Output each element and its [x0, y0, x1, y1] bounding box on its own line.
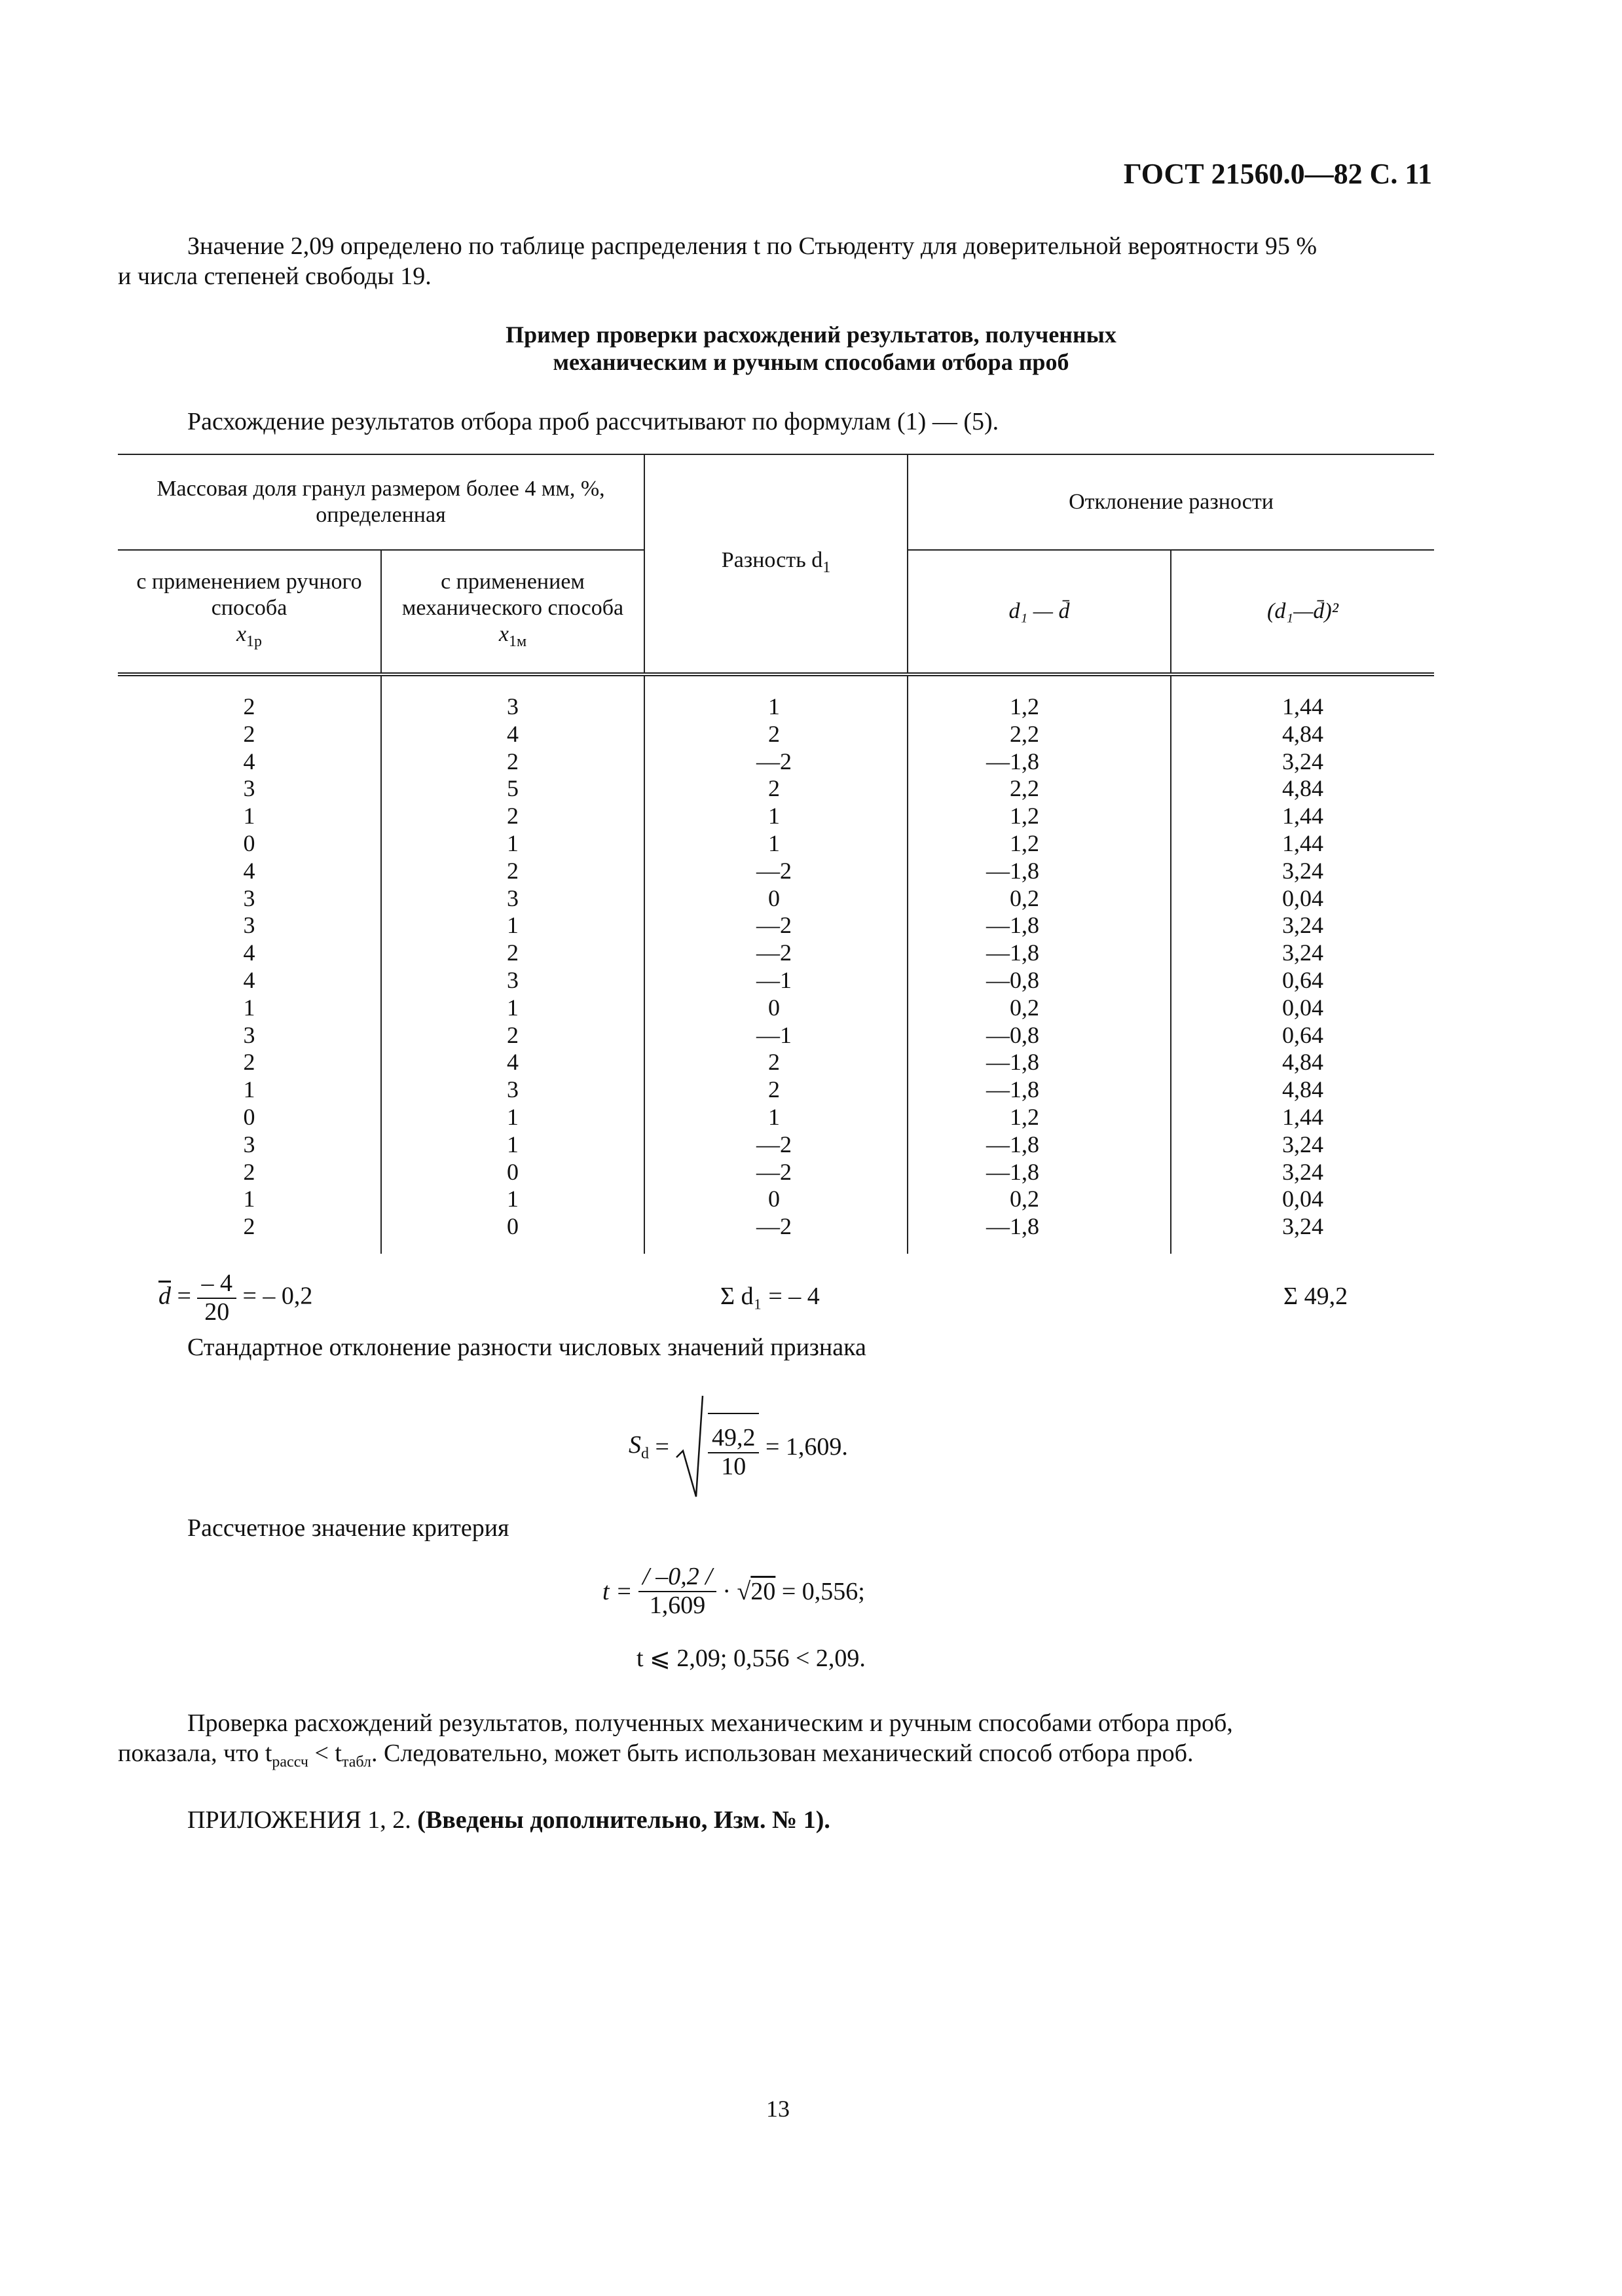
conclusion-part-c: . Следовательно, может быть использован механический способ отбора проб.: [371, 1740, 1194, 1767]
table-cell: 2: [243, 720, 255, 747]
col3-header-sub: 1: [822, 558, 831, 576]
table-cell: 0,04: [1171, 1186, 1434, 1213]
deviation-header: Отклонение разности: [908, 454, 1434, 550]
sum-squares: Σ 49,2: [1283, 1283, 1348, 1310]
col3-header: [644, 454, 908, 674]
table-cell: 2: [644, 1049, 908, 1076]
table-cell: 4: [243, 939, 255, 966]
table-cell: 3,24: [1171, 939, 1434, 967]
col2-symbol-sub: 1м: [508, 632, 527, 650]
table-cell: 4: [243, 966, 255, 993]
table-cell: 1,44: [1171, 674, 1434, 721]
table-cell: 1,2: [908, 803, 1171, 830]
table-cell: 0,64: [1171, 967, 1434, 994]
table-cell: 1,2: [908, 830, 1171, 858]
table-cell: —2: [644, 912, 908, 939]
intro-line-1: Значение 2,09 определено по таблице распределения t по Стьюденту для доверительной вероятности 95 %: [187, 232, 1318, 260]
table-cell: 1,2: [908, 674, 1171, 721]
table-cell: 3,24: [1171, 1213, 1434, 1254]
table-cell: 1: [243, 803, 255, 829]
table-cell: 0,2: [908, 994, 1171, 1022]
table-cell: —1,8: [908, 748, 1171, 776]
table-row: [118, 803, 1434, 830]
table-cell: 1,44: [1171, 803, 1434, 830]
dbar-result: = – 0,2: [242, 1282, 313, 1310]
table-cell: 3: [381, 674, 644, 721]
table-cell: 0: [381, 1159, 644, 1186]
table-cell: 4: [243, 857, 255, 884]
table-cell: —0,8: [908, 967, 1171, 994]
col2-header-text: с применением механического способа: [401, 569, 624, 620]
table-row: [118, 858, 1434, 885]
table-cell: 2: [381, 748, 644, 776]
col1-symbol-sub: 1р: [246, 632, 263, 650]
table-cell: 0,04: [1171, 994, 1434, 1022]
sum-d: Σ d₁ = – 4: [720, 1283, 820, 1310]
table-cell: 3: [243, 1131, 255, 1157]
t-numerator: / –0,2 /: [638, 1563, 716, 1592]
t-table-sub: табл: [341, 1753, 371, 1771]
table-cell: 4: [381, 721, 644, 748]
section-heading-line-2: механическим и ручным способами отбора проб: [553, 349, 1069, 375]
table-cell: 2: [381, 939, 644, 967]
table-cell: 1: [644, 803, 908, 830]
table-cell: 5: [381, 775, 644, 803]
table-cell: 4,84: [1171, 721, 1434, 748]
table-row: [118, 967, 1434, 994]
table-cell: 0: [644, 994, 908, 1022]
table-cell: 3,24: [1171, 858, 1434, 885]
table-cell: 3: [243, 884, 255, 911]
table-cell: 1: [644, 1104, 908, 1131]
std-dev-text: Стандартное отклонение разности числовых значений признака: [187, 1334, 866, 1361]
table-row: [118, 1104, 1434, 1131]
table-row: [118, 1076, 1434, 1104]
col1-symbol: x: [236, 621, 247, 646]
radical-sign-icon: [675, 1394, 704, 1499]
table-cell: 1: [644, 830, 908, 858]
table-cell: 2: [644, 775, 908, 803]
col2-header: [381, 550, 644, 674]
table-cell: 1: [644, 674, 908, 721]
table-cell: 3: [243, 775, 255, 802]
conclusion-line-1: Проверка расхождений результатов, полученных механическим и ручным способами отбора проб,: [187, 1709, 1233, 1737]
table-cell: —1,8: [908, 912, 1171, 939]
dbar-fraction: [197, 1270, 236, 1326]
conclusion-line-2: [118, 1738, 1194, 1778]
table-cell: —2: [644, 939, 908, 967]
table-cell: —1,8: [908, 1213, 1171, 1254]
table-cell: 1: [243, 1076, 255, 1103]
table-cell: 2: [381, 858, 644, 885]
col4-header: d₁ — d̄: [908, 550, 1171, 674]
dbar-denominator: 20: [204, 1298, 230, 1326]
table-row: [118, 674, 1434, 721]
table-cell: —1,8: [908, 1049, 1171, 1076]
table-cell: 4,84: [1171, 1049, 1434, 1076]
table-cell: 2: [243, 1158, 255, 1185]
table-cell: 1,44: [1171, 1104, 1434, 1131]
results-table-container: [118, 454, 1434, 1254]
table-cell: 2: [644, 721, 908, 748]
sd-lhs-sub: d: [641, 1445, 649, 1463]
conclusion-part-b: < t: [308, 1740, 342, 1767]
table-cell: 1: [243, 994, 255, 1021]
table-row: [118, 1131, 1434, 1159]
t-sqrt-arg: 20: [750, 1577, 776, 1605]
table-cell: 0: [243, 1103, 255, 1130]
table-row: [118, 994, 1434, 1022]
table-row: [118, 912, 1434, 939]
results-table: [118, 454, 1434, 1254]
table-row: [118, 721, 1434, 748]
table-cell: 2,2: [908, 721, 1171, 748]
table-cell: 3,24: [1171, 1131, 1434, 1159]
table-row: [118, 1049, 1434, 1076]
table-cell: 2,2: [908, 775, 1171, 803]
table-cell: —1,8: [908, 1076, 1171, 1104]
col3-header-text: Разность d: [721, 547, 823, 572]
sd-denominator: 10: [721, 1453, 746, 1480]
table-cell: 1,2: [908, 1104, 1171, 1131]
table-cell: —1,8: [908, 1131, 1171, 1159]
table-cell: 0,2: [908, 885, 1171, 913]
appendix-note: [187, 1804, 830, 1836]
table-cell: 4,84: [1171, 775, 1434, 803]
mean-difference-formula: $\overline{d}$ = $\frac{- 4}{20}$ = – 0,2: [158, 1269, 313, 1326]
table-cell: —1,8: [908, 1159, 1171, 1186]
table-cell: 2: [243, 1213, 255, 1240]
page-number: 13: [766, 2096, 790, 2122]
table-cell: —2: [644, 1131, 908, 1159]
table-row: [118, 1213, 1434, 1254]
table-cell: 2: [243, 693, 255, 720]
table-cell: —2: [644, 858, 908, 885]
table-cell: —1: [644, 1022, 908, 1049]
table-cell: 3,24: [1171, 1159, 1434, 1186]
pre-table-text: Расхождение результатов отбора проб рассчитывают по формулам (1) — (5).: [187, 408, 999, 435]
table-cell: 1: [381, 912, 644, 939]
col1-header-text: с применением ручного способа: [136, 569, 362, 620]
table-cell: 3: [381, 885, 644, 913]
t-sqrt-sign: · √: [722, 1577, 751, 1605]
group-header: Массовая доля гранул размером более 4 мм, %, определенная: [118, 454, 644, 550]
table-cell: 3,24: [1171, 748, 1434, 776]
table-cell: 0,04: [1171, 885, 1434, 913]
table-cell: 3,24: [1171, 912, 1434, 939]
table-cell: —0,8: [908, 1022, 1171, 1049]
table-cell: 1: [381, 830, 644, 858]
sd-formula: $S_d$ = $\frac{49,2}{10}$ = 1,609.: [629, 1394, 848, 1499]
table-cell: 4: [381, 1049, 644, 1076]
criterion-text: Рассчетное значение критерия: [187, 1514, 509, 1542]
appendix-prefix: ПРИЛОЖЕНИЯ 1, 2.: [187, 1806, 411, 1834]
table-cell: 0: [243, 829, 255, 856]
table-cell: —2: [644, 748, 908, 776]
t-result: = 0,556;: [781, 1577, 865, 1605]
table-row: [118, 885, 1434, 913]
sd-fraction: [708, 1413, 760, 1481]
col2-symbol: x: [498, 621, 509, 646]
sd-numerator: 49,2: [708, 1425, 760, 1453]
table-cell: 4,84: [1171, 1076, 1434, 1104]
t-fraction: [638, 1563, 716, 1620]
table-cell: 1: [381, 1186, 644, 1213]
table-cell: —1,8: [908, 858, 1171, 885]
t-formula: [602, 1563, 865, 1620]
dbar-symbol: $\overline{d}$: [158, 1282, 171, 1310]
table-cell: 3: [243, 912, 255, 939]
table-cell: 0: [644, 1186, 908, 1213]
table-cell: 3: [381, 1076, 644, 1104]
table-cell: 2: [381, 803, 644, 830]
table-cell: —2: [644, 1159, 908, 1186]
page-header: ГОСТ 21560.0—82 С. 11: [1123, 158, 1432, 190]
table-cell: 1: [381, 1131, 644, 1159]
table-cell: 0: [381, 1213, 644, 1254]
conclusion-part-a: показала, что t: [118, 1740, 272, 1767]
table-body: [118, 674, 1434, 1254]
sd-lhs: S: [629, 1431, 641, 1459]
col1-header: [118, 550, 381, 674]
table-cell: —1: [644, 967, 908, 994]
table-cell: 0: [644, 885, 908, 913]
intro-line-2: и числа степеней свободы 19.: [118, 263, 432, 290]
sd-result: = 1,609.: [765, 1433, 848, 1461]
table-row: [118, 1186, 1434, 1213]
table-cell: —2: [644, 1213, 908, 1254]
table-cell: 1: [243, 1186, 255, 1212]
table-cell: 1,44: [1171, 830, 1434, 858]
table-row: [118, 748, 1434, 776]
table-row: [118, 1022, 1434, 1049]
dbar-numerator: – 4: [197, 1270, 236, 1299]
table-cell: 2: [644, 1076, 908, 1104]
table-cell: 0,2: [908, 1186, 1171, 1213]
table-cell: 0,64: [1171, 1022, 1434, 1049]
t-compare: t ⩽ 2,09; 0,556 < 2,09.: [636, 1645, 866, 1672]
appendix-bold: (Введены дополнительно, Изм. № 1).: [417, 1806, 830, 1834]
table-cell: 3: [243, 1021, 255, 1048]
t-denominator: 1,609: [649, 1591, 706, 1619]
table-cell: 4: [243, 748, 255, 774]
table-cell: 3: [381, 967, 644, 994]
table-row: [118, 939, 1434, 967]
table-cell: 1: [381, 1104, 644, 1131]
table-cell: 2: [381, 1022, 644, 1049]
table-cell: 1: [381, 994, 644, 1022]
t-lhs: t =: [602, 1577, 633, 1605]
col5-header: (d₁—d̄)²: [1171, 550, 1434, 674]
table-cell: —1,8: [908, 939, 1171, 967]
table-row: [118, 775, 1434, 803]
section-heading: [0, 321, 1622, 376]
section-heading-line-1: Пример проверки расхождений результатов, полученных: [506, 321, 1116, 348]
table-row: [118, 830, 1434, 858]
table-cell: 2: [243, 1049, 255, 1076]
t-calc-sub: рассч: [272, 1753, 308, 1771]
table-row: [118, 1159, 1434, 1186]
